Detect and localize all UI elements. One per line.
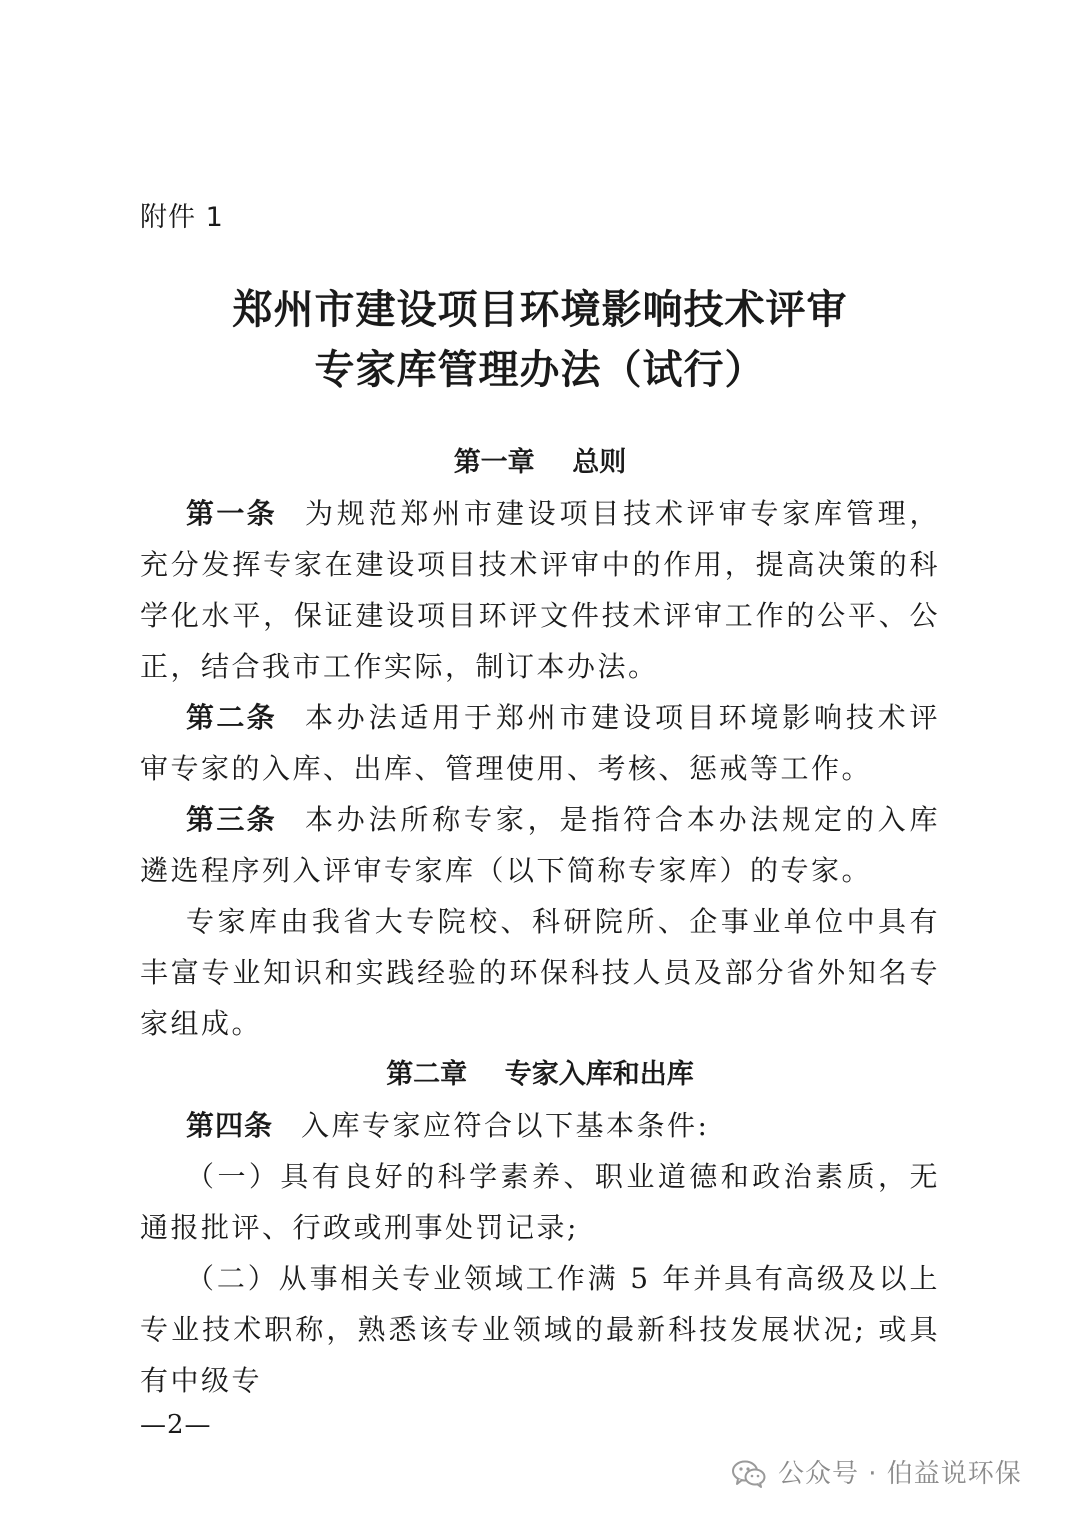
document-title [0,280,1080,400]
document-body [140,437,940,1406]
attachment-label: 附件 1 [140,202,224,233]
article-4-text: 入库专家应符合以下基本条件: [301,1109,710,1142]
article-1-label: 第一条 [186,497,277,530]
watermark-text: 公众号 · 伯益说环保 [778,1459,1022,1489]
wechat-icon [732,1460,766,1488]
article-1 [140,488,940,692]
article-4-item-2: （二）从事相关专业领域工作满 5 年并具有高级及以上专业技术职称，熟悉该专业领域的最新科技发展状况; 或具有中级专 [140,1262,940,1397]
article-3-label: 第三条 [186,803,277,836]
article-2-text: 本办法适用于郑州市建设项目环境影响技术评审专家的入库、出库、管理使用、考核、惩戒等工作。 [140,701,940,785]
article-4-label: 第四条 [186,1109,274,1142]
article-1-text: 为规范郑州市建设项目技术评审专家库管理，充分发挥专家在建设项目技术评审中的作用，提高决策的科学化水平，保证建设项目环评文件技术评审工作的公平、公正，结合我市工作实际，制订本办法。 [140,497,940,683]
article-4 [140,1100,940,1151]
article-3 [140,794,940,896]
title-line-2: 专家库管理办法（试行） [314,346,766,393]
chapter-heading-2: 第二章 专家入库和出库 [386,1059,694,1090]
article-3-paragraph-2: 专家库由我省大专院校、科研院所、企事业单位中具有丰富专业知识和实践经验的环保科技人员及部分省外知名专家组成。 [140,905,940,1040]
title-line-1: 郑州市建设项目环境影响技术评审 [232,286,848,333]
chapter-heading-1: 第一章 总则 [453,447,627,478]
article-2-label: 第二条 [186,701,277,734]
article-4-item-1: （一）具有良好的科学素养、职业道德和政治素质，无通报批评、行政或刑事处罚记录; [140,1160,940,1244]
article-3-text: 本办法所称专家，是指符合本办法规定的入库遴选程序列入评审专家库（以下简称专家库）的专家。 [140,803,940,887]
page-number: —2— [140,1410,212,1440]
article-2 [140,692,940,794]
watermark [732,1454,1022,1494]
